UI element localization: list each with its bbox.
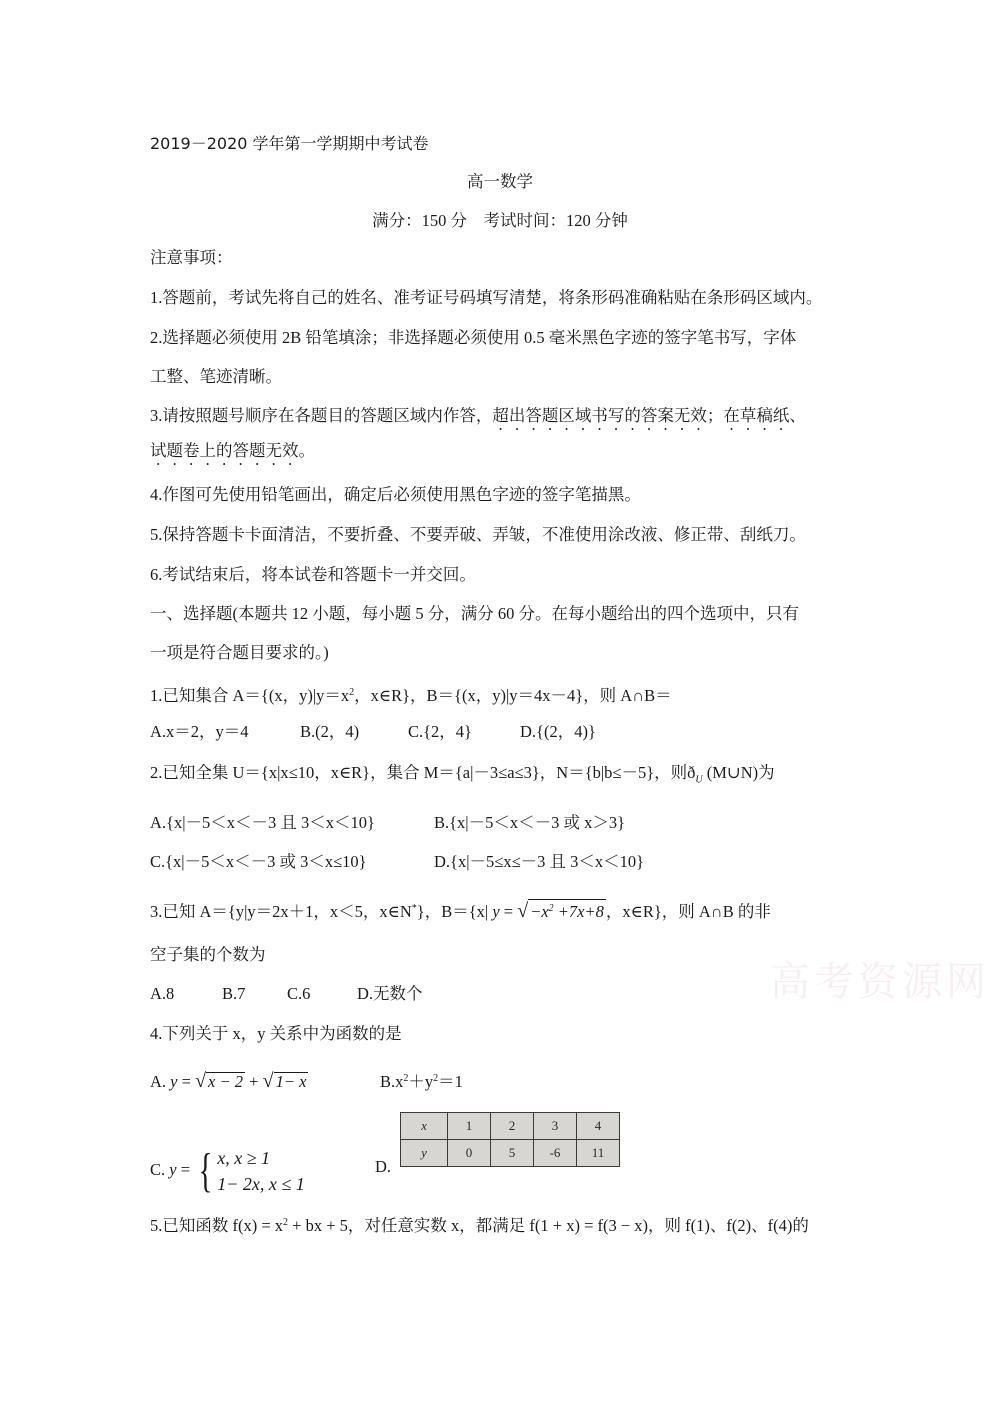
q5-stem-b: + bx + 5，对任意实数 x，都满足 f(1 + x) = f(3 − x)，则 f(1)、f(2)、f(4)的: [288, 1216, 809, 1235]
table-cell: y: [401, 1140, 448, 1167]
sqrt-icon: √: [262, 1070, 274, 1092]
q1-stem-a: 1.已知集合 A＝{(x，y)|y＝x: [150, 686, 350, 705]
q5-stem-a: 5.已知函数 f(x) = x: [150, 1216, 284, 1235]
sqrt-icon: √: [195, 1070, 207, 1092]
note-2-cont: 工整、笔迹清晰。: [150, 367, 282, 386]
q1-options: [150, 721, 596, 743]
watermark: 高考资源网: [770, 959, 990, 1005]
table-cell: 5: [491, 1140, 534, 1167]
q3-stem-c: ，x∈R}，则 A∩B 的非: [605, 902, 771, 921]
table-cell: 11: [577, 1140, 620, 1167]
q1-option-d[interactable]: D.{(2，4)}: [520, 722, 596, 741]
table-row-x: [401, 1113, 620, 1140]
note-3-cont: 试题卷上的答题无效。: [150, 441, 315, 460]
note-5: 5.保持答题卡卡面清洁，不要折叠、不要弄破、弄皱，不准使用涂改液、修正带、刮纸刀。: [150, 525, 806, 544]
note-3: [150, 405, 806, 434]
q1-sup: 2: [349, 687, 355, 698]
piecewise-cases: x, x ≥ 1 1− 2x, x ≤ 1: [217, 1148, 305, 1195]
q3-option-a[interactable]: A.8: [150, 984, 175, 1003]
q2-option-c[interactable]: C.{x|－5＜x＜－3 或 3＜x≤10}: [150, 852, 367, 871]
q4-option-d-table: [400, 1112, 620, 1167]
table-cell: x: [401, 1113, 448, 1140]
table-row-y: [401, 1140, 620, 1167]
table-cell: 2: [491, 1113, 534, 1140]
note-3-text: 3.请按照题号顺序在各题目的答题区域内作答，: [150, 406, 493, 425]
table-cell: 4: [577, 1113, 620, 1140]
q2-stem: [150, 762, 775, 791]
q2-option-d[interactable]: D.{x|－5≤x≤－3 且 3＜x＜10}: [434, 852, 645, 871]
complement-symbol: ð: [687, 763, 696, 782]
table-cell: 1: [448, 1113, 491, 1140]
q1-option-c[interactable]: C.{2，4}: [408, 722, 472, 741]
q1-stem-b: ，x∈R}，B＝{(x，y)|y＝4x－4}，则 A∩B＝: [354, 686, 672, 705]
left-brace-icon: {: [198, 1144, 213, 1198]
q3-func-y: y: [492, 902, 500, 921]
q4-option-a[interactable]: A. y = √ x − 2 + √ 1− x: [150, 1070, 307, 1092]
q3-stem: [150, 898, 771, 923]
q3-sup: *: [411, 903, 417, 914]
sqrt-icon: √: [517, 900, 529, 922]
q3-option-d[interactable]: D.无数个: [357, 984, 423, 1003]
table-cell: 3: [534, 1113, 577, 1140]
section1-heading-cont: 一项是符合题目要求的。): [150, 643, 329, 662]
table-cell: -6: [534, 1140, 577, 1167]
note-4: 4.作图可先使用铅笔画出，确定后必须使用黑色字迹的签字笔描黑。: [150, 485, 641, 504]
q3-radicand: $-x^2 +7x+8$: [528, 899, 606, 921]
subject-title: 高一数学: [467, 172, 533, 191]
q4-options-row1: [150, 1068, 463, 1093]
q1-option-b[interactable]: B.(2，4): [300, 722, 360, 741]
q2-options-row2: [150, 851, 644, 873]
q3-options: [150, 983, 423, 1005]
q2-option-a[interactable]: A.{x|－5＜x＜－3 且 3＜x＜10}: [150, 813, 375, 832]
exam-title: 2019－2020 学年第一学期期中考试卷: [150, 134, 429, 153]
note-6: 6.考试结束后，将本试卷和答题卡一并交回。: [150, 565, 476, 584]
q1-stem: [150, 682, 672, 707]
q3-eq: =: [499, 902, 518, 921]
q2-stem-a: 2.已知全集 U＝{x|x≤10，x∈R}，集合 M＝{a|－3≤a≤3}，N＝{b|b≤－5}，则: [150, 763, 688, 782]
q4-option-d-label[interactable]: D.: [375, 1157, 392, 1176]
q2-option-b[interactable]: B.{x|－5＜x＜－3 或 x＞3}: [434, 813, 626, 832]
notes-heading: 注意事项：: [150, 248, 233, 267]
q3-stem-a: 3.已知 A＝{y|y＝2x＋1，x＜5，x∈N: [150, 902, 412, 921]
q5-stem: [150, 1212, 809, 1237]
q2-stem-b: (M∪N)为: [702, 763, 775, 782]
q3-option-c[interactable]: C.6: [287, 984, 311, 1003]
q2-options-row1: [150, 812, 625, 834]
q4-option-c[interactable]: C. y = { x, x ≥ 1 1− 2x, x ≤ 1: [150, 1144, 305, 1198]
q1-option-a[interactable]: A.x＝2，y＝4: [150, 722, 249, 741]
note-3-emphasis: 超出答题区域书写的答案无效；在草稿纸、: [492, 406, 806, 425]
note-2: 2.选择题必须使用 2B 铅笔填涂；非选择题必须使用 0.5 毫米黑色字迹的签字笔书写，字体: [150, 328, 797, 347]
score-time: 满分：150 分 考试时间：120 分钟: [372, 211, 628, 230]
complement-sub: U: [695, 774, 703, 786]
q4-stem: 4.下列关于 x，y 关系中为函数的是: [150, 1024, 402, 1043]
table-cell: 0: [448, 1140, 491, 1167]
q5-sup: 2: [283, 1217, 289, 1228]
q3-stem-b: }，B＝{x|: [416, 902, 493, 921]
q3-stem-line2: 空子集的个数为: [150, 945, 266, 964]
section1-heading: 一、选择题(本题共 12 小题，每小题 5 分，满分 60 分。在每小题给出的四个选项中，只有: [150, 604, 799, 623]
q4-option-b[interactable]: $B.x^2+y^2=1$: [380, 1072, 463, 1091]
note-1: 1.答题前，考试先将自己的姓名、准考证号码填写清楚，将条形码准确粘贴在条形码区域内。: [150, 288, 823, 307]
q3-option-b[interactable]: B.7: [222, 984, 246, 1003]
